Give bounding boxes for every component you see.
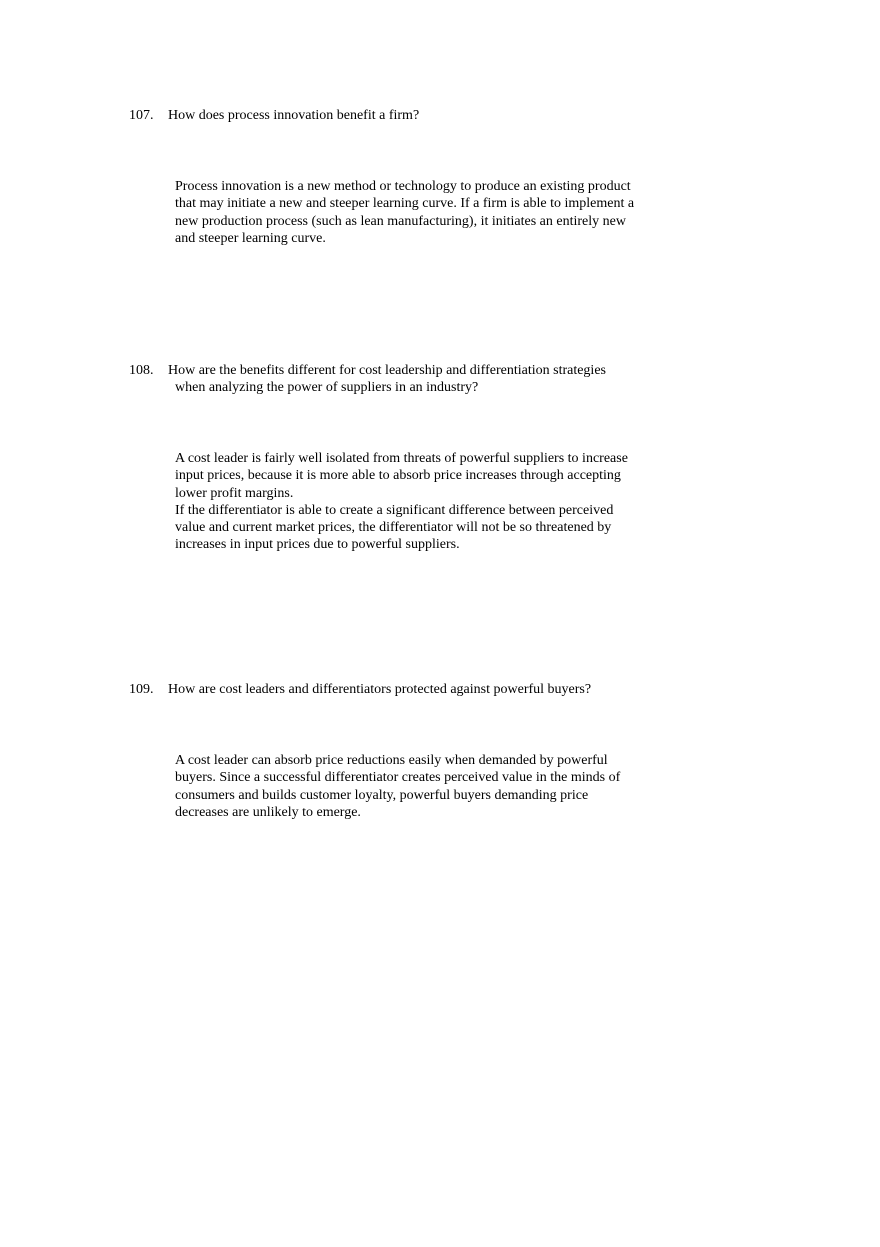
answer-line: A cost leader is fairly well isolated from threats of powerful suppliers to increase [175,451,628,466]
answer-108 [175,450,665,554]
answer-line: value and current market prices, the differentiator will not be so threatened by [175,520,612,536]
answer-line: input prices, because it is more able to absorb price increases through accepting [175,468,621,484]
answer-line: and steeper learning curve. [175,230,326,246]
answer-line: consumers and builds customer loyalty, powerful buyers demanding price [175,787,589,803]
answer-line: buyers. Since a successful differentiator creates perceived value in the minds of [175,770,621,786]
answer-107 [175,178,665,247]
question-number: 109. [129,682,154,697]
answer-109 [175,752,665,821]
answer-line: increases in input prices due to powerful suppliers. [175,537,460,553]
answer-line: If the differentiator is able to create a significant difference between perceived [175,502,614,518]
answer-line: decreases are unlikely to emerge. [175,804,361,820]
question-number: 107. [129,108,154,123]
question-text: How are the benefits different for cost leadership and differentiation strategies [168,363,606,378]
answer-line: that may initiate a new and steeper learning curve. If a firm is able to implement a [175,196,635,212]
question-text-continued: when analyzing the power of suppliers in an industry? [175,380,479,395]
answer-line: Process innovation is a new method or technology to produce an existing product [175,179,631,194]
question-text: How does process innovation benefit a firm? [168,108,420,123]
answer-line: new production process (such as lean manufacturing), it initiates an entirely new [175,213,626,229]
question-text: How are cost leaders and differentiators protected against powerful buyers? [168,682,592,697]
question-number: 108. [129,363,154,378]
answer-line: lower profit margins. [175,485,294,501]
answer-line: A cost leader can absorb price reductions easily when demanded by powerful [175,753,608,768]
